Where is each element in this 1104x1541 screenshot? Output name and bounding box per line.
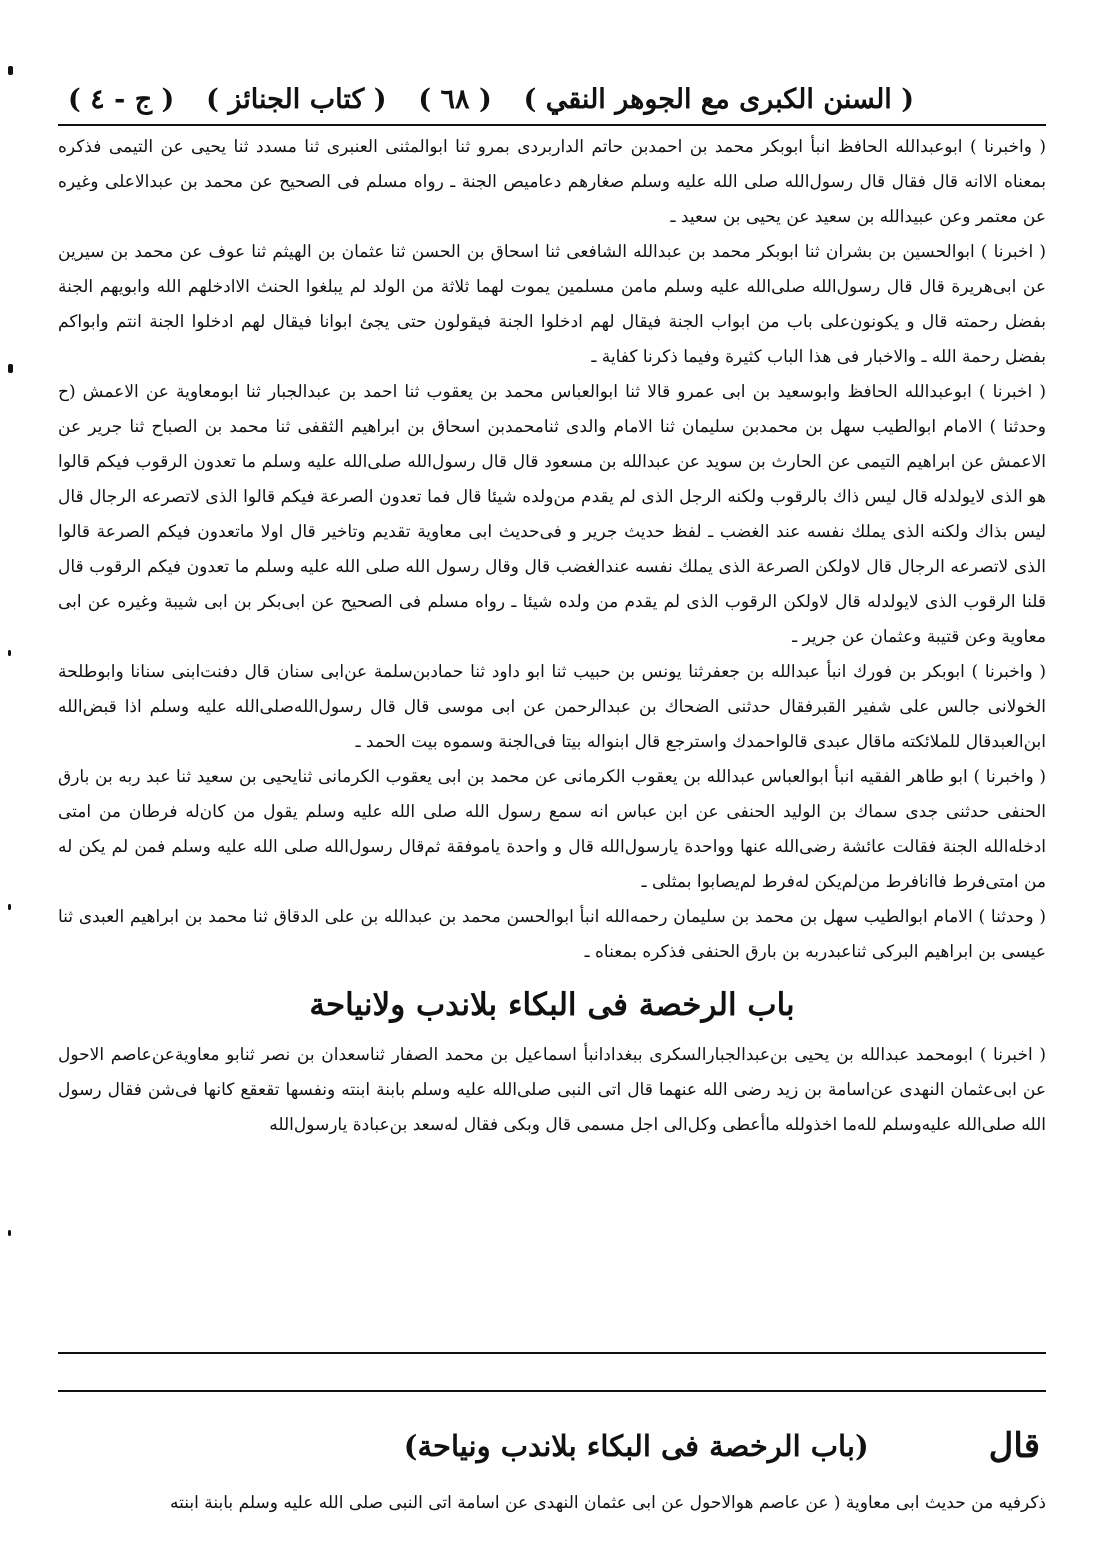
margin-dot [8, 364, 13, 373]
book-title: ( السنن الكبرى مع الجوهر النقي ) [523, 83, 914, 115]
chapter-paragraph: ( اخبرنا ) ابومحمد عبدالله بن يحيى بن‌عبدالجبارالسكرى ببغدادانبأ اسماعيل بن محمد الصفار ثناسعدان بن نصر ثنابو معاوية‌عن‌عاصم الاحول عن ابى‌عثمان النهدى عن‌اسامة بن زيد رضى الله عنهما قال اتى النبى صلى‌الله عليه وسلم بابنة ابنته ونفسها تقعقع كانها فى‌شن فقال رسول الله صلى‌الله عليه‌وسلم لله‌ما اخذولله ماأعطى وكل‌الى اجل مسمى قال وبكى فقال له‌سعد بن‌عبادة يارسول‌الله [58, 1045, 1046, 1135]
chapter-name: ( كتاب الجنائز ) [206, 83, 387, 115]
margin-dot [8, 650, 11, 656]
running-header [68, 76, 914, 122]
volume-number: ( ج - ٤ ) [68, 83, 175, 115]
hadith-paragraph: ( اخبرنا ) ابوالحسين بن بشران ثنا ابوبكر محمد بن عبدالله الشافعى ثنا اسحاق بن الحسن ثنا عثمان بن الهيثم ثنا عوف عن محمد بن سيرين عن ابى‌هريرة قال قال رسول‌الله صلى‌الله عليه وسلم مامن مسلمين يموت لهما ثلاثة من الولد لم يبلغوا الحنث الاادخلهم الله وابويهم الجنة بفضل رحمته قال و يكونون‌على باب من ابواب الجنة فيقال لهم ادخلوا الجنة فيقولون حتى يجئ ابوانا فيقال لهم ادخلوا الجنة انتم وابواكم بفضل رحمة الله ـ والاخبار فى هذا الباب كثيرة وفيما ذكرنا كفاية ـ [58, 242, 1046, 367]
page-number: ( ٦٨ ) [418, 83, 492, 115]
margin-dot [8, 66, 13, 75]
text-end-rule [58, 1352, 1046, 1354]
hadith-paragraph: ( اخبرنا ) ابوعبدالله الحافظ وابوسعيد بن ابى عمرو قالا ثنا ابوالعباس محمد بن يعقوب ثنا احمد بن عبدالجبار ثنا ابومعاوية عن الاعمش (ح وحدثنا ) الامام ابوالطيب سهل بن محمدبن سليمان ثنا الامام والدى ثنامحمدبن اسحاق بن ابراهيم الثقفى ثنا محمد بن الصباح ثنا جرير عن الاعمش عن ابراهيم التيمى عن الحارث بن سويد عن عبدالله بن مسعود قال قال رسول‌الله صلى‌الله عليه وسلم ما تعدون الرقوب فيكم قالوا هو الذى لايولدله قال ليس ذاك بالرقوب ولكنه الرجل الذى لم يقدم من‌ولده شيئا قال فما تعدون الصرعة فيكم قالوا الذى لاتصرعه الرجال قال ليس بذاك ولكنه الذى يملك نفسه عند الغضب ـ لفظ حديث جرير و فى‌حديث ابى معاوية تقديم وتاخير قال اولا ماتعدون فيكم الصرعة قالوا الذى لاتصرعه الرجال قال لاولكن الصرعة الذى يملك نفسه عندالغضب قال وقال رسول الله صلى الله عليه وسلم ما تعدون فيكم الرقوب قال قلنا الرقوب الذى لايولدله قال لاولكن الرقوب الذى لم يقدم من ولده شيئا ـ رواه مسلم فى الصحيح عن ابى‌بكر بن ابى شيبة وغيره عن ابى معاوية وعن قتيبة وعثمان عن جرير ـ [58, 382, 1046, 647]
commentary-title: (باب الرخصة فى البكاء بلاندب ونياحة) [403, 1429, 869, 1463]
hadith-paragraph: ( واخبرنا ) ابو طاهر الفقيه انبأ ابوالعباس عبدالله بن يعقوب الكرمانى عن محمد بن ابى يعقوب الكرمانى ثنايحيى بن سعيد ثنا عبد ربه بن بارق الحنفى حدثنى جدى سماك بن الوليد الحنفى عن ابن عباس انه سمع رسول الله صلى الله عليه وسلم يقول من كان‌له فرطان من امتى ادخله‌الله الجنة فقالت عائشة رضى‌الله عنها وواحدة يارسول‌الله قال و واحدة ياموفقة ثم‌قال رسول‌الله صلى الله عليه وسلم فمن لم يكن له من امتى‌فرط فاانافرط من‌لم‌يكن له‌فرط لم‌يصابوا بمثلى ـ [58, 767, 1046, 892]
hadith-paragraph: ( واخبرنا ) ابوعبدالله الحافظ انبأ ابوبكر محمد بن احمدبن حاتم الداربردى بمرو ثنا ابوالمثنى العنبرى ثنا مسدد ثنا يحيى عن التيمى فذكره بمعناه الاانه قال فقال قال رسول‌الله صلى الله عليه وسلم صغارهم دعاميص الجنة ـ رواه مسلم فى الصحيح عن محمد بن عبدالاعلى وغيره عن معتمر وعن عبيدالله بن سعيد عن يحيى بن سعيد ـ [58, 137, 1046, 227]
margin-dot [8, 1230, 11, 1236]
hadith-paragraph: ( وحدثنا ) الامام ابوالطيب سهل بن محمد بن سليمان رحمه‌الله انبأ ابوالحسن محمد بن عبدالله بن على الدقاق ثنا محمد بن ابراهيم العبدى ثنا عيسى بن ابراهيم البركى ثناعبدربه بن بارق الحنفى فذكره بمعناه ـ [58, 907, 1046, 962]
commentary-text: ذكرفيه من حديث ابى معاوية ( عن عاصم هوالاحول عن ابى عثمان النهدى عن اسامة اتى النبى صلى الله عليه وسلم بابنة ابنته [170, 1493, 1046, 1513]
chapter-title: باب الرخصة فى البكاء بلاندب ولانياحة [309, 987, 795, 1023]
header-rule [58, 124, 1046, 126]
hadith-paragraph: ( واخبرنا ) ابوبكر بن فورك انبأ عبدالله بن جعفرثنا يونس بن حبيب ثنا ابو داود ثنا حمادبن‌سلمة عن‌ابى سنان قال دفنت‌ابنى سنانا وابوطلحة الخولانى جالس على شفير القبرفقال حدثنى الضحاك بن عبدالرحمن عن ابى موسى قال قال رسول‌الله‌صلى‌الله عليه وسلم اذا قبض‌الله ابن‌العبدقال للملائكته ماقال عبدى قالواحمدك واسترجع قال ابنواله بيتا فى‌الجنة وسموه بيت الحمد ـ [58, 662, 1046, 752]
main-text [58, 130, 1046, 1143]
commentary-qala: قال [988, 1426, 1040, 1466]
margin-dot [8, 904, 11, 910]
commentary-heading [160, 1416, 1040, 1476]
commentary-separator-rule [58, 1390, 1046, 1392]
